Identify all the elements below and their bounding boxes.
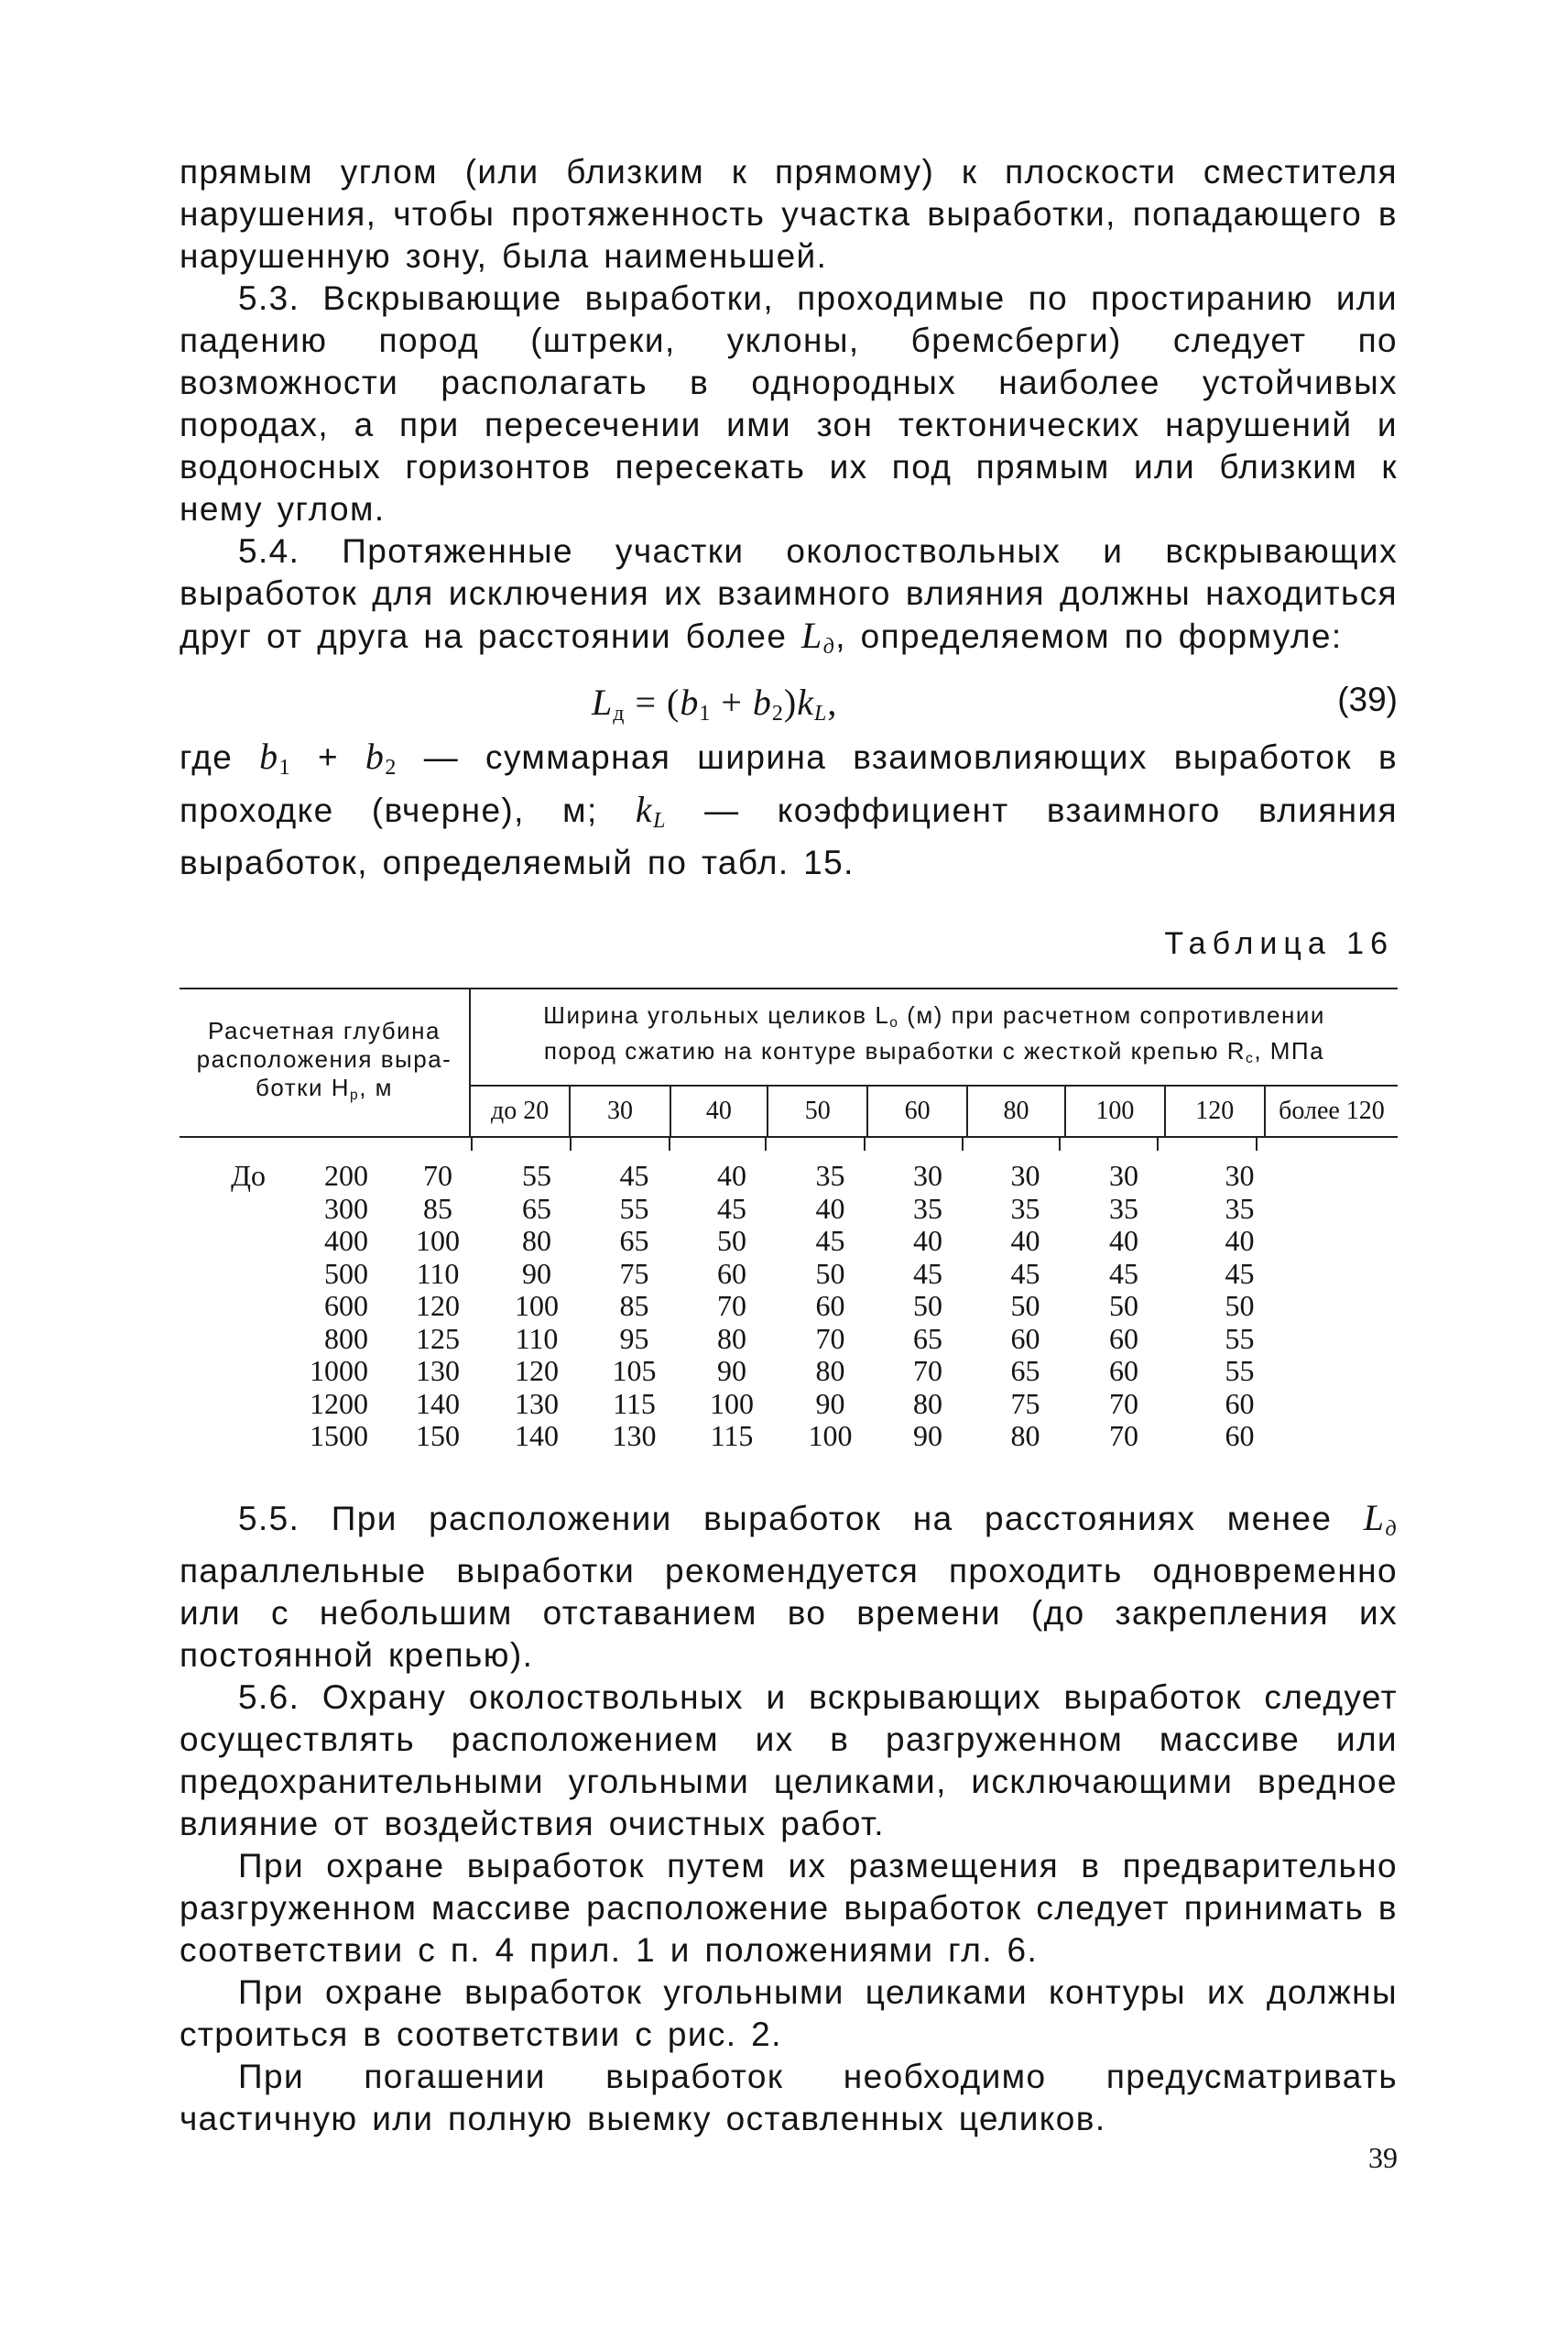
- paragraph-5-5: 5.5. При расположении выработок на расстояниях менее $L_д$ параллельные выработки рекомендуется проходить одновременно или с небольшим отставанием во времени (до закрепления их постоянной крепью).: [180, 1496, 1398, 1674]
- value-cell: 150: [416, 1419, 460, 1452]
- value-cell: 140: [416, 1386, 460, 1420]
- value-cell: 30: [1010, 1159, 1040, 1192]
- value-cell: 115: [710, 1419, 754, 1452]
- paragraph-5-4-tail: , определяемом по формуле:: [835, 617, 1343, 655]
- value-cell: 60: [1109, 1321, 1138, 1355]
- value-cell: 55: [1225, 1354, 1255, 1387]
- value-cell: 55: [522, 1159, 551, 1192]
- value-cell: 60: [815, 1289, 845, 1322]
- value-cell: 90: [717, 1354, 746, 1387]
- depth-cell: 800: [324, 1321, 368, 1355]
- value-cell: 40: [717, 1159, 746, 1192]
- var-l-d: $L_д$: [1363, 1496, 1398, 1541]
- table-header-depth: Расчетная глубина расположения выра- ботки $H_р$, м: [180, 989, 471, 1136]
- value-cell: 115: [613, 1386, 656, 1420]
- table-row: [180, 1160, 1398, 1193]
- value-cell: 60: [1225, 1386, 1255, 1420]
- table-row: [180, 1258, 1398, 1291]
- col-header: более 120: [1279, 1097, 1385, 1125]
- value-cell: 30: [913, 1159, 942, 1192]
- depth-cell: 1000: [310, 1354, 368, 1387]
- formula-expression: $L_д = (b_1 + b_2)k_L$,: [592, 682, 838, 726]
- value-cell: 140: [515, 1419, 559, 1452]
- depth-cell: 1200: [310, 1386, 368, 1420]
- table-row: [180, 1193, 1398, 1226]
- paragraph-5-6: 5.6. Охрану околоствольных и вскрывающих выработок следует осуществлять расположением их в разгруженном массиве или предохранительными угольными целиками, исключающими вредное влияние от воздействия очистных работ.: [180, 1677, 1398, 1842]
- value-cell: 60: [717, 1256, 746, 1290]
- depth-prefix: [180, 1258, 273, 1291]
- paragraph-where: где $b_1 + b_2$ — суммарная ширина взаимовлияющих выработок в проходке (вчерне), м; $k_L$ — коэффициент взаимного влияния выработок, определяемый по табл. 15.: [180, 736, 1398, 881]
- var-b2: $b_2$: [365, 736, 397, 780]
- formula-number: (39): [1337, 681, 1398, 718]
- depth-prefix: До: [231, 1159, 266, 1192]
- value-cell: 120: [416, 1289, 460, 1322]
- value-cell: 100: [515, 1289, 559, 1322]
- value-cell: 70: [815, 1321, 845, 1355]
- col-header: 40: [671, 1087, 768, 1136]
- depth-cell: 500: [324, 1256, 368, 1290]
- value-cell: 120: [515, 1354, 559, 1387]
- value-cell: 100: [416, 1224, 460, 1257]
- value-cell: 80: [717, 1321, 746, 1355]
- value-cell: 35: [913, 1191, 942, 1225]
- table-row: [180, 1290, 1398, 1323]
- value-cell: 125: [416, 1321, 460, 1355]
- paragraph-continuation: прямым углом (или близким к прямому) к плоскости сместителя нарушения, чтобы протяженность участка выработки, попадающего в нарушенную зону, была наименьшей.: [180, 153, 1398, 275]
- value-cell: 65: [619, 1224, 649, 1257]
- table-row: [180, 1225, 1398, 1258]
- value-cell: 65: [1010, 1354, 1040, 1387]
- page-number: 39: [1368, 2141, 1398, 2174]
- value-cell: 130: [416, 1354, 460, 1387]
- table-subheader: [471, 1087, 1398, 1136]
- value-cell: 85: [619, 1289, 649, 1322]
- col-header: 80: [968, 1087, 1066, 1136]
- value-cell: 80: [1010, 1419, 1040, 1452]
- value-cell: 75: [1010, 1386, 1040, 1420]
- value-cell: 50: [913, 1289, 942, 1322]
- value-cell: 45: [815, 1224, 845, 1257]
- value-cell: 45: [1109, 1256, 1138, 1290]
- value-cell: 80: [815, 1354, 845, 1387]
- value-cell: 105: [612, 1354, 657, 1387]
- formula-39: [180, 681, 1398, 727]
- value-cell: 70: [913, 1354, 942, 1387]
- value-cell: 35: [1010, 1191, 1040, 1225]
- value-cell: 70: [717, 1289, 746, 1322]
- value-cell: 45: [1010, 1256, 1040, 1290]
- table-row: [180, 1420, 1398, 1453]
- paragraph-5-4: [180, 530, 1398, 668]
- value-cell: 70: [1109, 1386, 1138, 1420]
- value-cell: 35: [815, 1159, 845, 1192]
- value-cell: 35: [1109, 1191, 1138, 1225]
- col-header: 120: [1166, 1087, 1266, 1136]
- value-cell: 55: [1225, 1321, 1255, 1355]
- depth-prefix: [180, 1225, 273, 1258]
- value-cell: 45: [1225, 1256, 1255, 1290]
- depth-prefix: [180, 1388, 273, 1421]
- value-cell: 90: [522, 1256, 551, 1290]
- value-cell: 95: [619, 1321, 649, 1355]
- table-row: [180, 1355, 1398, 1388]
- value-cell: 45: [619, 1159, 649, 1192]
- paragraph-extraction: При погашении выработок необходимо предусматривать частичную или полную выемку оставленных целиков.: [180, 2057, 1398, 2137]
- depth-prefix: [180, 1355, 273, 1388]
- value-cell: 65: [913, 1321, 942, 1355]
- value-cell: 100: [710, 1386, 754, 1420]
- col-header: 50: [768, 1087, 868, 1136]
- var-b1: $b_1$: [259, 736, 291, 780]
- value-cell: 50: [815, 1256, 845, 1290]
- var-kl: $k_L$: [635, 789, 667, 833]
- value-cell: 130: [515, 1386, 559, 1420]
- paragraph-unloaded-massif: При охране выработок путем их размещения в предварительно разгруженном массиве расположение выработок следует принимать в соответствии с п. 4 прил. 1 и положениями гл. 6.: [180, 1846, 1398, 1969]
- value-cell: 90: [913, 1419, 942, 1452]
- depth-prefix: [180, 1290, 273, 1323]
- col-header: 60: [868, 1087, 967, 1136]
- depth-cell: 1500: [310, 1419, 368, 1452]
- value-cell: 110: [416, 1256, 460, 1290]
- value-cell: 40: [1010, 1224, 1040, 1257]
- table-body: [180, 1160, 1398, 1453]
- depth-prefix: [180, 1193, 273, 1226]
- table-divider-ticks: [180, 1138, 1398, 1151]
- value-cell: 60: [1010, 1321, 1040, 1355]
- var-l-d: $L_д$: [801, 615, 836, 659]
- value-cell: 55: [619, 1191, 649, 1225]
- value-cell: 130: [612, 1419, 657, 1452]
- value-cell: 70: [423, 1159, 452, 1192]
- value-cell: 60: [1109, 1354, 1138, 1387]
- depth-prefix: [180, 1420, 273, 1453]
- table-row: [180, 1388, 1398, 1421]
- value-cell: 45: [913, 1256, 942, 1290]
- value-cell: 50: [1010, 1289, 1040, 1322]
- value-cell: 40: [1109, 1224, 1138, 1257]
- col-header: 30: [571, 1087, 670, 1136]
- col-header: до 20: [471, 1087, 571, 1136]
- table-header-width: Ширина угольных целиков $L_о$ (м) при расчетном сопротивлении пород сжатию на контуре выработки с жесткой крепью $R_с$, МПа: [471, 989, 1398, 1087]
- table-caption: Таблица 16: [1164, 926, 1394, 961]
- table-header: [180, 988, 1398, 1138]
- value-cell: 50: [1225, 1289, 1255, 1322]
- value-cell: 35: [1225, 1191, 1255, 1225]
- depth-prefix: [180, 1323, 273, 1356]
- value-cell: 65: [522, 1191, 551, 1225]
- value-cell: 80: [522, 1224, 551, 1257]
- paragraph-5-3: 5.3. Вскрывающие выработки, проходимые по простиранию или падению пород (штреки, уклоны, бремсберги) следует по возможности располагать в однородных наиболее устойчивых породах, а при пересечении ими зон тектонических нарушений и водоносных горизонтов пересекать их под прямым или близким к нему углом.: [180, 279, 1398, 528]
- depth-cell: 200: [324, 1159, 368, 1192]
- paragraph-coal-pillars: При охране выработок угольными целиками контуры их должны строиться в соответствии с рис. 2.: [180, 1972, 1398, 2053]
- value-cell: 50: [1109, 1289, 1138, 1322]
- value-cell: 110: [515, 1321, 559, 1355]
- value-cell: 100: [808, 1419, 853, 1452]
- value-cell: 30: [1109, 1159, 1138, 1192]
- value-cell: 70: [1109, 1419, 1138, 1452]
- value-cell: 90: [815, 1386, 845, 1420]
- value-cell: 80: [913, 1386, 942, 1420]
- paragraph-5-4-text: 5.4. Протяженные участки околоствольных и вскрывающих выработок для исключения их взаимного влияния должны находиться друг от друга на расстоянии более: [180, 532, 1398, 655]
- value-cell: 40: [815, 1191, 845, 1225]
- value-cell: 30: [1225, 1159, 1255, 1192]
- value-cell: 60: [1225, 1419, 1255, 1452]
- document-page: [180, 151, 1398, 2140]
- value-cell: 75: [619, 1256, 649, 1290]
- depth-cell: 600: [324, 1289, 368, 1322]
- depth-cell: 400: [324, 1224, 368, 1257]
- value-cell: 50: [717, 1224, 746, 1257]
- depth-cell: 300: [324, 1191, 368, 1225]
- value-cell: 40: [913, 1224, 942, 1257]
- col-header: 100: [1066, 1087, 1165, 1136]
- value-cell: 85: [423, 1191, 452, 1225]
- value-cell: 40: [1225, 1224, 1255, 1257]
- table-row: [180, 1323, 1398, 1356]
- value-cell: 45: [717, 1191, 746, 1225]
